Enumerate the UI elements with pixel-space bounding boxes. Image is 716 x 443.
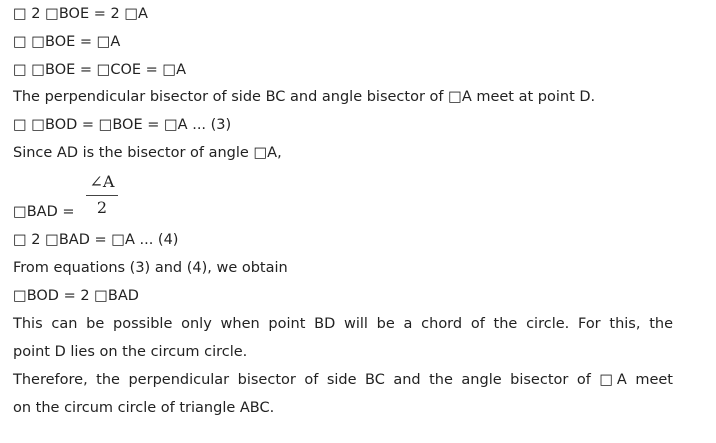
fraction-numerator: ∠A	[89, 172, 115, 191]
fraction-bar	[86, 195, 118, 196]
text-line-2: □ □BOE = □A	[13, 34, 121, 50]
text-line-10: □BOD = 2 □BAD	[13, 288, 139, 304]
fraction-angle-a-over-2	[86, 172, 118, 218]
text-line-3: □ □BOE = □COE = □A	[13, 62, 187, 78]
text-line-13: Therefore, the perpendicular bisector of side BC and the angle bisector of □A meet	[13, 372, 673, 388]
text-line-1: □ 2 □BOE = 2 □A	[13, 6, 148, 22]
text-line-14: on the circum circle of triangle ABC.	[13, 400, 275, 416]
text-line-9: From equations (3) and (4), we obtain	[13, 260, 288, 276]
text-line-7: □BAD =	[13, 204, 75, 220]
text-line-8: □ 2 □BAD = □A ... (4)	[13, 232, 179, 248]
text-line-11: This can be possible only when point BD will be a chord of the circle. For this, the	[13, 316, 673, 332]
text-line-6: Since AD is the bisector of angle □A,	[13, 145, 282, 161]
text-line-4: The perpendicular bisector of side BC and angle bisector of □A meet at point D.	[13, 89, 596, 105]
fraction-denominator: 2	[96, 198, 108, 217]
text-line-12: point D lies on the circum circle.	[13, 344, 248, 360]
text-line-5: □ □BOD = □BOE = □A ... (3)	[13, 117, 232, 133]
